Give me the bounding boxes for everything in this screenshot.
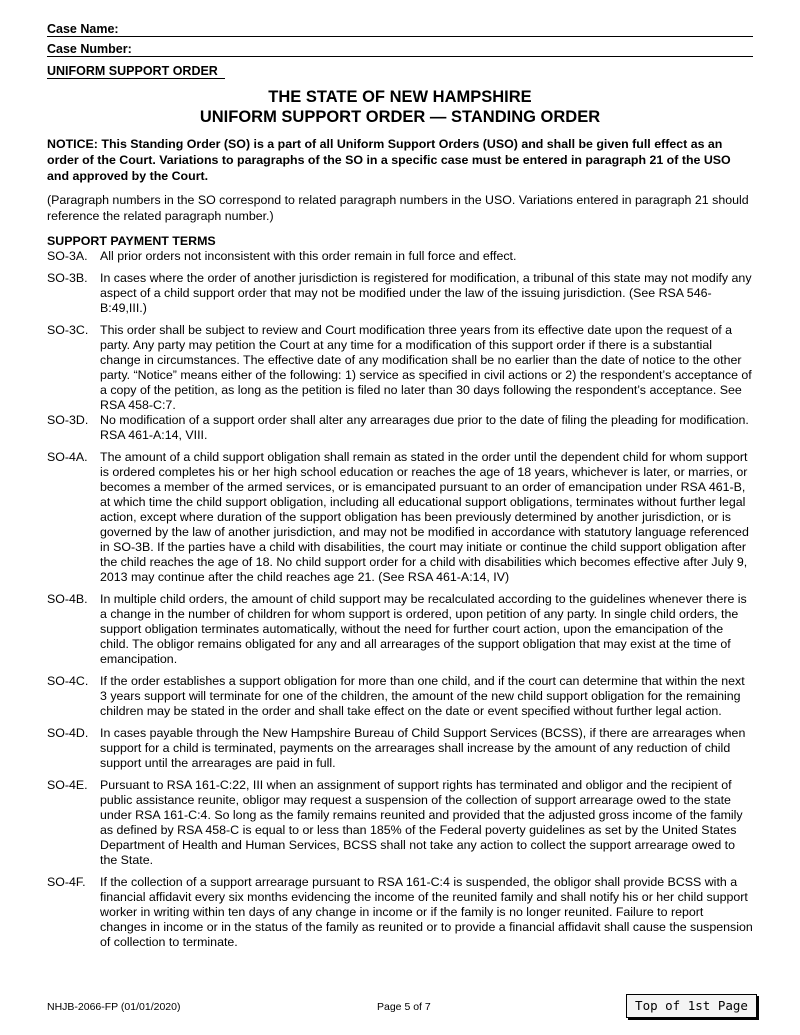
- paragraph-text: Pursuant to RSA 161-C:22, III when an assignment of support rights has terminated and obligor and the recipient of public assistance reunite, obligor may request a suspension of the collection of support arrearage owed to the state under RSA 161-C:4. So long as the family remains reunited and provided that the adjusted gross income of the family as defined by RSA 458-C is equal to or less than 185% of the Federal poverty guidelines as set by the United States Department of Health and Human Services, BCSS shall not take any action to collect the support arrearage owed to the State.: [100, 778, 743, 867]
- paragraph-text: The amount of a child support obligation shall remain as stated in the order until the dependent child for whom support is ordered completes his or her high school education or reaches the age of 18 years, whichever is later, or marries, or becomes a member of the armed services, or is emancipated pursuant to an order of emancipation under RSA 461-B, at which time the child support obligation, including all educational support obligations, terminates without further legal action, except where duration of the support obligation has been previously determined by another jurisdiction, or is governed by the law of another jurisdiction, and may not be modified in accordance with statutory language referenced in SO-3B. If the parties have a child with disabilities, the court may initiate or continue the child support obligation after the child reaches the age of 18. No child support order for a child with disabilities which becomes effective after July 9, 2013 may continue after the child reaches age 21. (See RSA 461-A:14, IV): [100, 450, 749, 584]
- paragraph-text: All prior orders not inconsistent with this order remain in full force and effect.: [100, 249, 517, 263]
- paragraph-number: SO-4B.: [47, 592, 88, 606]
- case-number-label: Case Number:: [47, 42, 136, 56]
- case-name-line[interactable]: [47, 22, 753, 42]
- paragraph-so-4b: [47, 592, 753, 667]
- paragraph-number: SO-4C.: [47, 674, 89, 688]
- case-name-field[interactable]: [47, 36, 753, 37]
- paragraph-so-3a: [47, 249, 753, 264]
- paragraph-number: SO-4A.: [47, 450, 88, 464]
- paragraph-number: SO-3D.: [47, 413, 89, 427]
- page-footer: [47, 999, 757, 1021]
- top-of-first-page-button[interactable]: Top of 1st Page: [626, 994, 757, 1018]
- paragraph-text: In multiple child orders, the amount of child support may be recalculated according to the guidelines whenever there is a change in the number of children for whom support is ordered, upon petition of any party. In single child orders, the support obligation terminates automatically, without the need for further court action, upon the emancipation of the child. The obligor remains obligated for any and all arrearages of the support obligation that may exist at the time of emancipation.: [100, 592, 747, 666]
- notice-text: NOTICE: This Standing Order (SO) is a part of all Uniform Support Orders (USO) and shall be given full effect as an order of the Court. Variations to paragraphs of the SO in a specific case must be entered in paragraph 21 of the USO and approved by the Court.: [47, 137, 731, 183]
- paragraph-number: SO-3B.: [47, 271, 88, 285]
- paragraph-so-3c: [47, 323, 753, 413]
- page-number: Page 5 of 7: [377, 1001, 431, 1013]
- paragraph-number: SO-3C.: [47, 323, 89, 337]
- paragraph-so-3b: [47, 271, 753, 316]
- paragraph-text: If the collection of a support arrearage pursuant to RSA 161-C:4 is suspended, the obligor shall provide BCSS with a financial affidavit every six months evidencing the income of the reunited family and shall notify his or her child support worker in writing within ten days of any change in income or if the family is no longer reunited. Failure to report changes in income or in the status of the family as reunited or to provide a financial affidavit shall cause the suspension of collection to terminate.: [100, 875, 753, 949]
- section-heading: SUPPORT PAYMENT TERMS: [47, 234, 216, 248]
- paragraph-so-4e: [47, 778, 753, 868]
- paragraph-number: SO-3A.: [47, 249, 88, 263]
- document-title: [47, 87, 753, 127]
- paragraph-so-3d: [47, 413, 753, 443]
- uso-label: UNIFORM SUPPORT ORDER: [47, 64, 225, 79]
- paragraph-text: If the order establishes a support obligation for more than one child, and if the court can determine that within the next 3 years support will terminate for one of the children, the amount of the new child support obligation for the remaining children may be stated in the order and shall take effect on the date or event specified without further legal action.: [100, 674, 745, 718]
- paragraph-number: SO-4D.: [47, 726, 89, 740]
- paragraph-so-4a: [47, 450, 753, 585]
- paragraph-note: (Paragraph numbers in the SO correspond to related paragraph numbers in the USO. Variations entered in paragraph 21 should reference the related paragraph number.): [47, 193, 749, 223]
- paragraph-number: SO-4E.: [47, 778, 88, 792]
- document-page: [47, 22, 753, 957]
- paragraph-so-4d: [47, 726, 753, 771]
- paragraph-text: No modification of a support order shall alter any arrearages due prior to the date of filing the pleading for modification. RSA 461-A:14, VIII.: [100, 413, 749, 442]
- case-number-field[interactable]: [47, 56, 753, 57]
- form-id: NHJB-2066-FP (01/01/2020): [47, 1001, 181, 1013]
- title-line-2: UNIFORM SUPPORT ORDER — STANDING ORDER: [199, 108, 601, 126]
- case-name-label: Case Name:: [47, 22, 123, 36]
- paragraph-so-4f: [47, 875, 753, 950]
- paragraph-text: This order shall be subject to review and Court modification three years from its effective date upon the request of a party. Any party may petition the Court at any time for a modification of this support order if there is a substantial change in circumstances. The effective date of any modification shall be no earlier than the date of notice to the other party. “Notice” means either of the following: 1) service as specified in civil actions or 2) the respondent’s acceptance of a copy of the petition, as long as the petition is filed no later than 30 days following the respondent’s acceptance. See RSA 458-C:7.: [100, 323, 752, 412]
- paragraph-so-4c: [47, 674, 753, 719]
- case-number-line[interactable]: [47, 42, 753, 62]
- paragraph-text: In cases payable through the New Hampshire Bureau of Child Support Services (BCSS), if there are arrearages when support for a child is terminated, payments on the arrearages shall increase by the amount of any reduction of child support until the arrearages are paid in full.: [100, 726, 746, 770]
- paragraph-number: SO-4F.: [47, 875, 86, 889]
- title-line-1: THE STATE OF NEW HAMPSHIRE: [268, 88, 532, 106]
- paragraph-text: In cases where the order of another jurisdiction is registered for modification, a tribunal of this state may not modify any aspect of a child support order that may not be modified under the law of the issuing jurisdiction. (See RSA 546-B:49,III.): [100, 271, 752, 315]
